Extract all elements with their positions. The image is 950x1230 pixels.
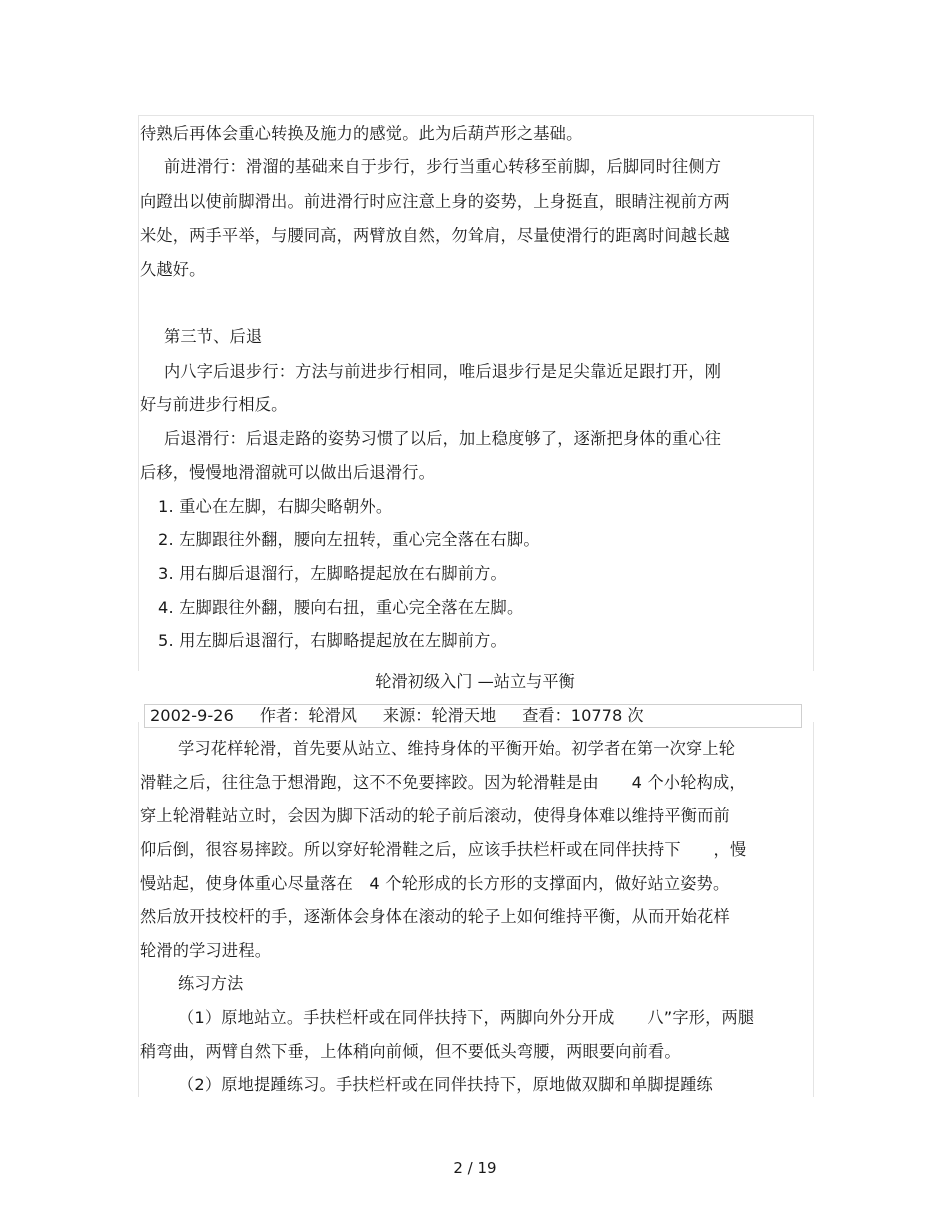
article-views: 查看：10778 次 <box>522 706 644 725</box>
list-item: 5. 用左脚后退溜行，右脚略提起放在左脚前方。 <box>158 631 507 650</box>
list-item: 2. 左脚跟往外翻，腰向左扭转，重心完全落在右脚。 <box>158 530 540 549</box>
paragraph-line: 穿上轮滑鞋站立时，会因为脚下活动的轮子前后滚动，使得身体难以维持平衡而前 <box>140 806 730 825</box>
paragraph-line: 轮滑的学习进程。 <box>140 941 272 960</box>
article-author: 作者：轮滑风 <box>259 706 357 725</box>
page-number: 2 / 19 <box>453 1159 497 1177</box>
list-item: 1. 重心在左脚，右脚尖略朝外。 <box>158 497 393 516</box>
article-date: 2002-9-26 <box>150 706 234 725</box>
paragraph-line: 久越好。 <box>140 260 206 279</box>
paragraph-line: （1）原地站立。手扶栏杆或在同伴扶持下，两脚向外分开成 八”字形，两腿 <box>178 1008 755 1027</box>
paragraph-line: 滑鞋之后，往往急于想滑跑，这不不免要摔跤。因为轮滑鞋是由 4 个小轮构成， <box>140 773 746 792</box>
paragraph-line: 内八字后退步行：方法与前进步行相同，唯后退步行是足尖靠近足跟打开，刚 <box>164 362 722 381</box>
paragraph-line: 好与前进步行相反。 <box>140 395 288 414</box>
paragraph-line: 后移，慢慢地滑溜就可以做出后退滑行。 <box>140 463 435 482</box>
paragraph-line: （2）原地提踵练习。手扶栏杆或在同伴扶持下，原地做双脚和单脚提踵练 <box>178 1075 713 1094</box>
article-source: 来源：轮滑天地 <box>382 706 497 725</box>
paragraph-line: 稍弯曲，两臂自然下垂，上体稍向前倾，但不要低头弯腰，两眼要向前看。 <box>140 1042 681 1061</box>
section-heading: 第三节、后退 <box>164 327 263 346</box>
list-item: 3. 用右脚后退溜行，左脚略提起放在右脚前方。 <box>158 564 507 583</box>
paragraph-line: 仰后倒，很容易摔跤。所以穿好轮滑鞋之后，应该手扶栏杆或在同伴扶持下 ，慢 <box>140 840 747 859</box>
paragraph-line: 慢站起，使身体重心尽量落在 4 个轮形成的长方形的支撑面内，做好站立姿势。 <box>140 874 730 893</box>
paragraph-line: 然后放开技校杆的手，逐渐体会身体在滚动的轮子上如何维持平衡，从而开始花样 <box>140 907 730 926</box>
paragraph-line: 后退滑行：后退走路的姿势习惯了以后，加上稳度够了，逐渐把身体的重心往 <box>164 429 722 448</box>
paragraph-line: 前进滑行：滑溜的基础来自于步行，步行当重心转移至前脚，后脚同时往侧方 <box>164 157 722 176</box>
paragraph-line: 米处，两手平举，与腰同高，两臂放自然，勿耸肩，尽量使滑行的距离时间越长越 <box>140 226 730 245</box>
article-meta <box>150 705 670 727</box>
paragraph-line: 学习花样轮滑，首先要从站立、维持身体的平衡开始。初学者在第一次穿上轮 <box>178 739 736 758</box>
paragraph-line: 待熟后再体会重心转换及施力的感觉。此为后葫芦形之基础。 <box>140 124 583 143</box>
article-title: 轮滑初级入门 —站立与平衡 <box>375 672 575 691</box>
subheading: 练习方法 <box>178 974 244 993</box>
list-item: 4. 左脚跟往外翻，腰向右扭，重心完全落在左脚。 <box>158 598 524 617</box>
paragraph-line: 向蹬出以使前脚滑出。前进滑行时应注意上身的姿势，上身挺直，眼睛注视前方两 <box>140 192 730 211</box>
